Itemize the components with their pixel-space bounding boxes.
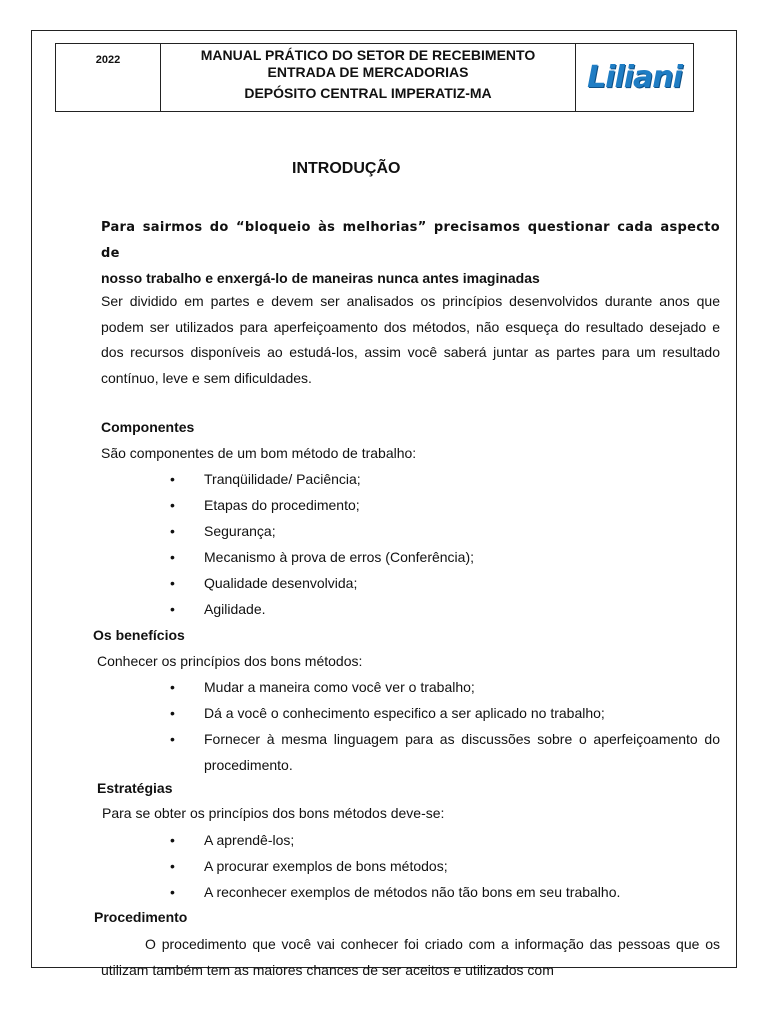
logo-wordmark: Liliani <box>587 60 682 95</box>
list-item: • Mudar a maneira como você ver o trabalho; <box>168 674 720 700</box>
estrategias-lead: Para se obter os princípios dos bons métodos deve-se: <box>102 805 445 821</box>
list-item: • Tranqüilidade/ Paciência; <box>168 466 720 492</box>
list-item: • A reconhecer exemplos de métodos não tão bons em seu trabalho. <box>168 879 720 905</box>
section-title-procedimento: Procedimento <box>94 909 188 925</box>
beneficios-lead: Conhecer os princípios dos bons métodos: <box>97 653 363 669</box>
list-item: • Qualidade desenvolvida; <box>168 570 720 596</box>
intro-bold-line1: Para sairmos do “bloqueio às melhorias” precisamos questionar cada aspecto de <box>101 220 720 261</box>
estrategias-list <box>168 827 720 905</box>
intro-bold-paragraph <box>101 215 720 292</box>
componentes-lead: São componentes de um bom método de trabalho: <box>101 445 417 461</box>
list-item: • Mecanismo à prova de erros (Conferência); <box>168 544 720 570</box>
list-item: • A aprendê-los; <box>168 827 720 853</box>
section-title-componentes: Componentes <box>101 419 195 435</box>
procedimento-body: O procedimento que você vai conhecer foi criado com a informação das pessoas que os utilizam também tem as maiores chances de ser aceitos e utilizados com <box>101 936 720 978</box>
beneficios-list <box>168 674 720 778</box>
list-item: • Segurança; <box>168 518 720 544</box>
list-item: • Fornecer à mesma linguagem para as discussões sobre o aperfeiçoamento do procedimento. <box>168 726 720 778</box>
company-logo <box>576 44 693 111</box>
list-item: • A procurar exemplos de bons métodos; <box>168 853 720 879</box>
header-title <box>161 44 576 111</box>
header-title-line2: ENTRADA DE MERCADORIAS <box>267 64 469 80</box>
page-title: INTRODUÇÃO <box>292 160 401 177</box>
componentes-list <box>168 466 720 622</box>
section-title-beneficios: Os benefícios <box>93 627 185 643</box>
header-year: 2022 <box>56 44 161 111</box>
list-item: • Dá a você o conhecimento especifico a ser aplicado no trabalho; <box>168 700 720 726</box>
list-item: • Etapas do procedimento; <box>168 492 720 518</box>
section-title-estrategias: Estratégias <box>97 780 173 796</box>
document-header <box>55 43 694 112</box>
header-title-line3: DEPÓSITO CENTRAL IMPERATIZ-MA <box>244 85 492 101</box>
intro-body-paragraph: Ser dividido em partes e devem ser analisados os princípios desenvolvidos durante anos que podem ser utilizados para aperfeiçoamento dos métodos, não esqueça do resultado desejado e dos recursos disponíveis ao estudá-los, assim você saberá juntar as partes para um resultado contínuo, leve e sem dificuldades. <box>101 293 720 386</box>
list-item: • Agilidade. <box>168 596 720 622</box>
intro-bold-line2: nosso trabalho e enxergá-lo de maneiras nunca antes imaginadas <box>101 270 540 286</box>
header-title-line1: MANUAL PRÁTICO DO SETOR DE RECEBIMENTO <box>200 47 536 63</box>
